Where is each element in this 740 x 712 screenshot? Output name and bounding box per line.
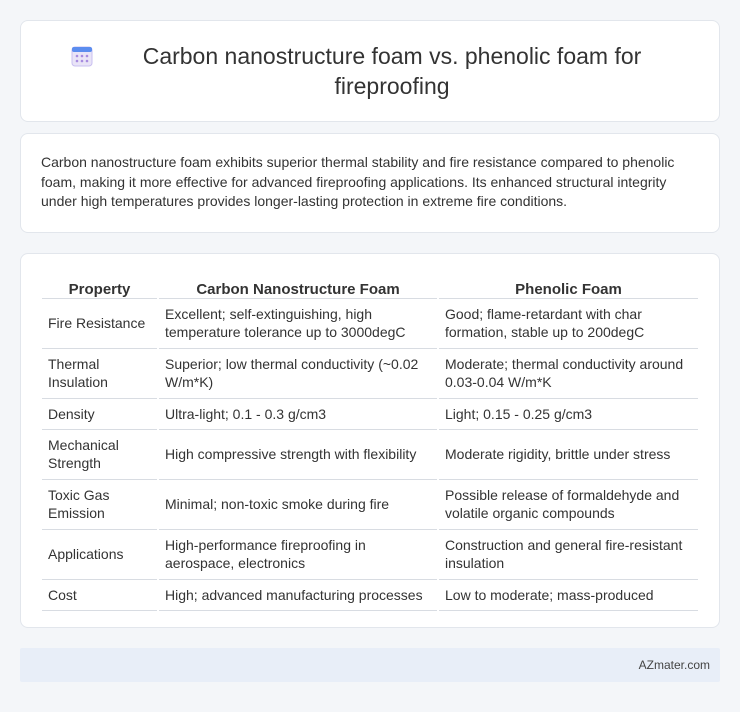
row-property: Thermal Insulation — [42, 348, 158, 398]
row-carbon-value: High-performance fireproofing in aerospace, electronics — [158, 529, 438, 579]
row-property: Applications — [42, 529, 158, 579]
table-row — [42, 479, 698, 529]
row-carbon-value: Minimal; non-toxic smoke during fire — [158, 479, 438, 529]
row-carbon-value: High compressive strength with flexibility — [158, 429, 438, 479]
row-phenolic-value: Moderate rigidity, brittle under stress — [438, 429, 698, 479]
page-title: Carbon nanostructure foam vs. phenolic foam for fireproofing — [142, 43, 642, 99]
summary-card — [20, 133, 720, 233]
header-phenolic-foam: Phenolic Foam — [438, 274, 698, 298]
table-header-row — [42, 274, 698, 298]
row-phenolic-value: Moderate; thermal conductivity around 0.03-0.04 W/m*K — [438, 348, 698, 398]
header-carbon-foam: Carbon Nanostructure Foam — [158, 274, 438, 298]
row-property: Fire Resistance — [42, 298, 158, 348]
table-row — [42, 398, 698, 429]
footer — [20, 648, 720, 682]
row-property: Density — [42, 398, 158, 429]
table-row — [42, 579, 698, 610]
row-phenolic-value: Possible release of formaldehyde and volatile organic compounds — [438, 479, 698, 529]
row-property: Cost — [42, 579, 158, 610]
header-property: Property — [42, 274, 158, 298]
row-phenolic-value: Low to moderate; mass-produced — [438, 579, 698, 610]
table-row — [42, 429, 698, 479]
table-row — [42, 298, 698, 348]
row-carbon-value: Excellent; self-extinguishing, high temperature tolerance up to 3000degC — [158, 298, 438, 348]
row-property: Toxic Gas Emission — [42, 479, 158, 529]
summary-text: Carbon nanostructure foam exhibits superior thermal stability and fire resistance compared to phenolic foam, making it more effective for advanced fireproofing applications. Its enhanced structural integrity under high temperatures provides longer-lasting protection in extreme fire conditions. — [41, 154, 675, 209]
calendar-icon — [70, 44, 94, 68]
table-row — [42, 529, 698, 579]
table-card — [20, 253, 720, 628]
footer-brand: AZmater.com — [638, 658, 710, 672]
comparison-table — [42, 274, 698, 611]
title-card — [20, 20, 720, 122]
row-phenolic-value: Construction and general fire-resistant insulation — [438, 529, 698, 579]
row-carbon-value: Superior; low thermal conductivity (~0.02 W/m*K) — [158, 348, 438, 398]
title-wrap — [70, 41, 670, 101]
row-phenolic-value: Good; flame-retardant with char formation, stable up to 200degC — [438, 298, 698, 348]
row-phenolic-value: Light; 0.15 - 0.25 g/cm3 — [438, 398, 698, 429]
row-carbon-value: High; advanced manufacturing processes — [158, 579, 438, 610]
row-carbon-value: Ultra-light; 0.1 - 0.3 g/cm3 — [158, 398, 438, 429]
row-property: Mechanical Strength — [42, 429, 158, 479]
table-row — [42, 348, 698, 398]
